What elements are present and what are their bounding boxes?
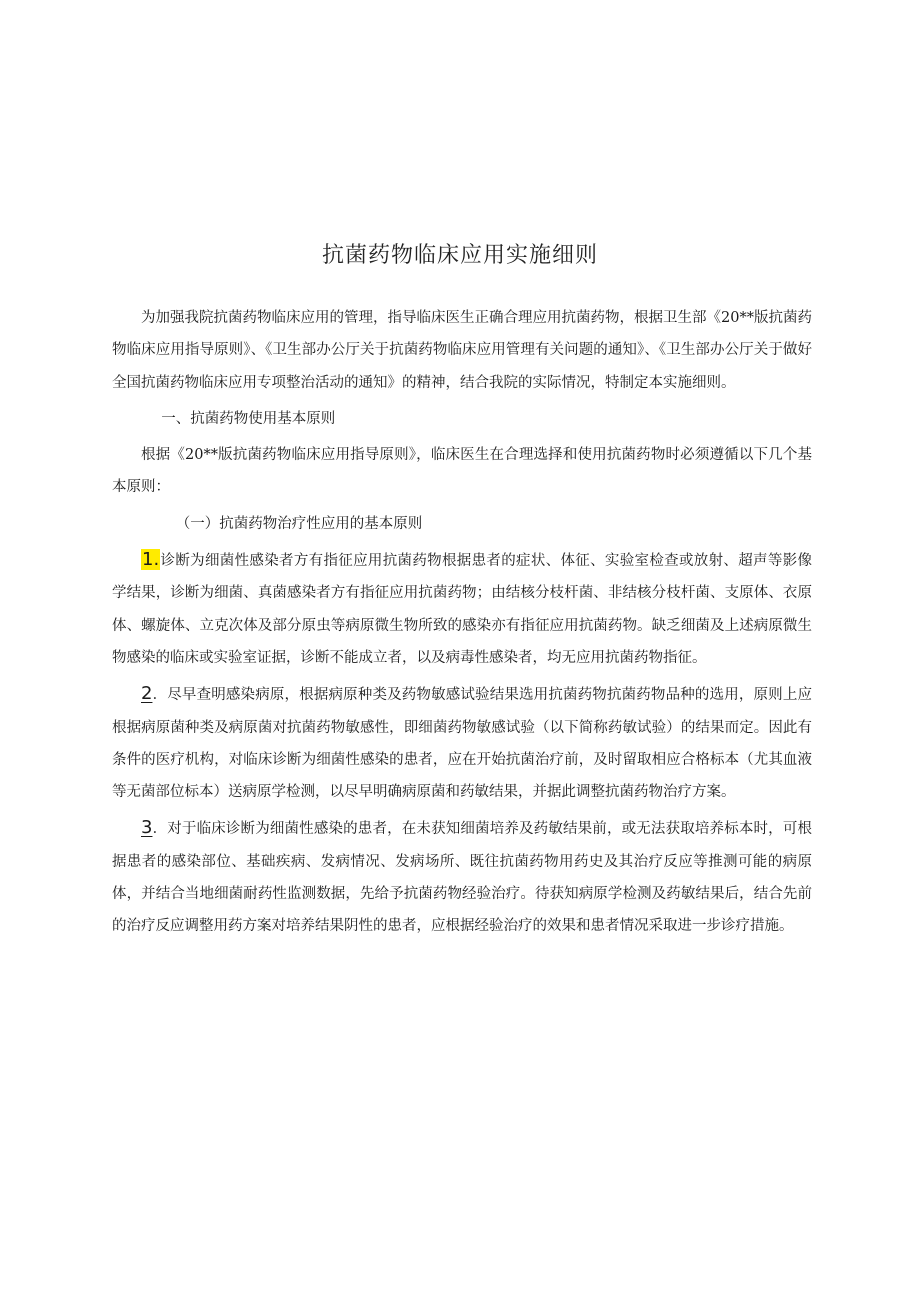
list-item <box>112 544 812 674</box>
item-number: 2 <box>141 683 153 705</box>
item-text: ．对于临床诊断为细菌性感染的患者，在未获知细菌培养及药敏结果前，或无法获取培养标本时，可根据患者的感染部位、基础疾病、发病情况、发病场所、既往抗菌药物用药史及其治疗反应等推测可能的病原体，并结合当地细菌耐药性监测数据，先给予抗菌药物经验治疗。待获知病原学检测及药敏结果后，结合先前的治疗反应调整用药方案对培养结果阴性的患者，应根据经验治疗的效果和患者情况采取进一步诊疗措施。 <box>112 821 812 935</box>
item-number-highlighted: 1. <box>142 549 160 571</box>
section-intro-paragraph: 根据《20**版抗菌药物临床应用指导原则》，临床医生在合理选择和使用抗菌药物时必须遵循以下几个基本原则： <box>112 447 812 496</box>
subsection-heading: （一）抗菌药物治疗性应用的基本原则 <box>175 515 423 532</box>
document-body <box>112 302 812 943</box>
section-heading: 一、抗菌药物使用基本原则 <box>161 410 336 427</box>
item-text: 诊断为细菌性感染者方有指征应用抗菌药物根据患者的症状、体征、实验室检查或放射、超声等影像学结果，诊断为细菌、真菌感染者方有指征应用抗菌药物；由结核分枝杆菌、非结核分枝杆菌、支原体、衣原体、螺旋体、立克次体及部分原虫等病原微生物所致的感染亦有指征应用抗菌药物。缺乏细菌及上述病原微生物感染的临床或实验室证据，诊断不能成立者，以及病毒性感染者，均无应用抗菌药物指征。 <box>112 553 812 666</box>
intro-paragraph: 为加强我院抗菌药物临床应用的管理，指导临床医生正确合理应用抗菌药物，根据卫生部《20**版抗菌药物临床应用指导原则》、《卫生部办公厅关于抗菌药物临床应用管理有关问题的通知》、《卫生部办公厅关于做好全国抗菌药物临床应用专项整治活动的通知》的精神，结合我院的实际情况，特制定本实施细则。 <box>112 310 812 391</box>
item-text: ．尽早查明感染病原，根据病原种类及药物敏感试验结果选用抗菌药物抗菌药物品种的选用，原则上应根据病原菌种类及病原菌对抗菌药物敏感性，即细菌药物敏感试验（以下简称药敏试验）的结果而定。因此有条件的医疗机构，对临床诊断为细菌性感染的患者，应在开始抗菌治疗前，及时留取相应合格标本（尤其血液等无菌部位标本）送病原学检测，以尽早明确病原菌和药敏结果，并据此调整抗菌药物治疗方案。 <box>112 687 812 801</box>
page-title: 抗菌药物临床应用实施细则 <box>321 243 598 268</box>
list-item <box>112 812 812 942</box>
list-item <box>112 678 812 808</box>
item-number: 3 <box>141 817 153 839</box>
